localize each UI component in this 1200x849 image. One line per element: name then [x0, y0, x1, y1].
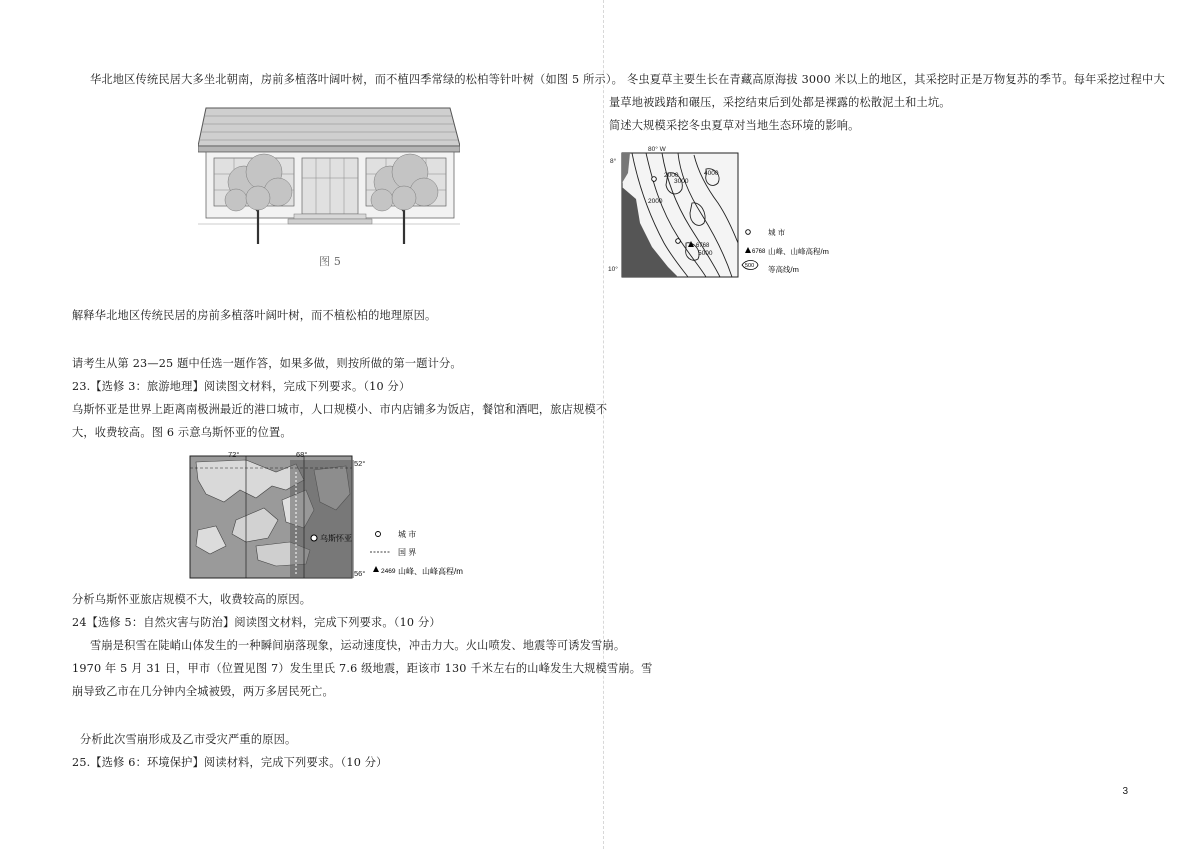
fig7-contour-4: 4000 [704, 170, 719, 177]
q23-ask: 分析乌斯怀亚旅店规模不大，收费较高的原因。 [72, 593, 312, 606]
fig7-lat-8: 8° [610, 158, 617, 165]
choose-note: 请考生从第 23—25 题中任选一题作答，如果多做，则按所做的第一题计分。 [72, 357, 462, 370]
q23-title: 23.【选修 3：旅游地理】阅读图文材料，完成下列要求。（10 分） [72, 380, 411, 393]
fig6-lat-52: 52° [354, 459, 366, 468]
q24-title: 24【选修 5：自然灾害与防治】阅读图文材料，完成下列要求。（10 分） [72, 616, 441, 629]
fig7-legend-city-icon [746, 230, 751, 235]
q24-para-line2: 1970 年 5 月 31 日，甲市（位置见图 7）发生里氏 7.6 级地震，距该市 130 千米左右的山峰发生大规模雪崩。雪 [72, 662, 653, 675]
q23-para-line2: 大，收费较高。图 6 示意乌斯怀亚的位置。 [72, 426, 292, 439]
fig7-legend-contour: 等高线/m [768, 265, 799, 274]
fig6-city-label: 乌斯怀亚 [320, 534, 352, 543]
fig6-legend-border: 国 界 [398, 548, 417, 557]
fig7-legend-peak: 山峰、山峰高程/m [768, 247, 829, 256]
column-divider [603, 0, 604, 849]
intro-paragraph: 华北地区传统民居大多坐北朝南，房前多植落叶阔叶树，而不植四季常绿的松柏等针叶树（如图 5 所示）。 [90, 73, 624, 86]
fig6-lon-72: 72° [228, 450, 240, 459]
fig6-legend-peak-icon [373, 566, 379, 572]
figure-7-contour-map [608, 143, 838, 279]
q24-ask: 分析此次雪崩形成及乙市受灾严重的原因。 [80, 733, 297, 746]
question-explain: 解释华北地区传统民居的房前多植落叶阔叶树，而不植松柏的地理原因。 [72, 309, 437, 322]
fig7-contour-3: 2000 [648, 198, 663, 205]
fig6-legend-city-icon [376, 532, 381, 537]
fig6-legend-peak-value: 2469 [381, 568, 396, 575]
fig7-lat-10: 10° [608, 266, 618, 273]
fig7-contour-5: 5000 [698, 250, 713, 257]
q24-para-line1: 雪崩是积雪在陡峭山体发生的一种瞬间崩落现象，运动速度快，冲击力大。火山喷发、地震等可诱发雪崩。 [90, 639, 626, 652]
fig6-lat-56: 56° [354, 569, 366, 578]
q25-para-line1: 冬虫夏草主要生长在青藏高原海拔 3000 米以上的地区，其采挖时正是万物复苏的季节。每年采挖过程中大 [627, 73, 1165, 86]
fig7-contour-2: 3000 [674, 178, 689, 185]
fig7-legend-city: 城 市 [768, 228, 786, 237]
figure-5-caption: 图 5 [319, 255, 342, 268]
q25-ask: 简述大规模采挖冬虫夏草对当地生态环境的影响。 [609, 119, 860, 132]
fig6-lon-68: 68° [296, 450, 308, 459]
figure-6-ushuaia-map [186, 450, 476, 582]
fig7-legend-peak-icon [745, 247, 751, 253]
q25-title: 25.【选修 6：环境保护】阅读材料，完成下列要求。（10 分） [72, 756, 388, 769]
figure-5-house-illustration [198, 102, 460, 250]
page-number: 3 [1122, 786, 1128, 797]
q24-para-line3: 崩导致乙市在几分钟内全城被毁，两万多居民死亡。 [72, 685, 334, 698]
fig7-city-icon-2 [652, 177, 657, 182]
fig6-legend-city: 城 市 [398, 530, 417, 539]
q23-para-line1: 乌斯怀亚是世界上距离南极洲最近的港口城市，人口规模小、市内店铺多为饭店，餐馆和酒吧，旅店规模不 [72, 403, 608, 416]
fig7-legend-contour-value: 500 [745, 263, 755, 269]
fig7-peak-value: 6768 [696, 243, 710, 249]
fig7-lon: 80° W [648, 146, 666, 153]
fig7-city-icon-1 [676, 239, 681, 244]
fig6-legend-peak: 山峰、山峰高程/m [398, 567, 463, 576]
fig7-contour-1: 2000 [664, 172, 679, 179]
q25-para-line2: 量草地被践踏和碾压，采挖结束后到处都是裸露的松散泥土和土坑。 [609, 96, 951, 109]
fig7-legend-peak-value: 6768 [752, 249, 766, 255]
